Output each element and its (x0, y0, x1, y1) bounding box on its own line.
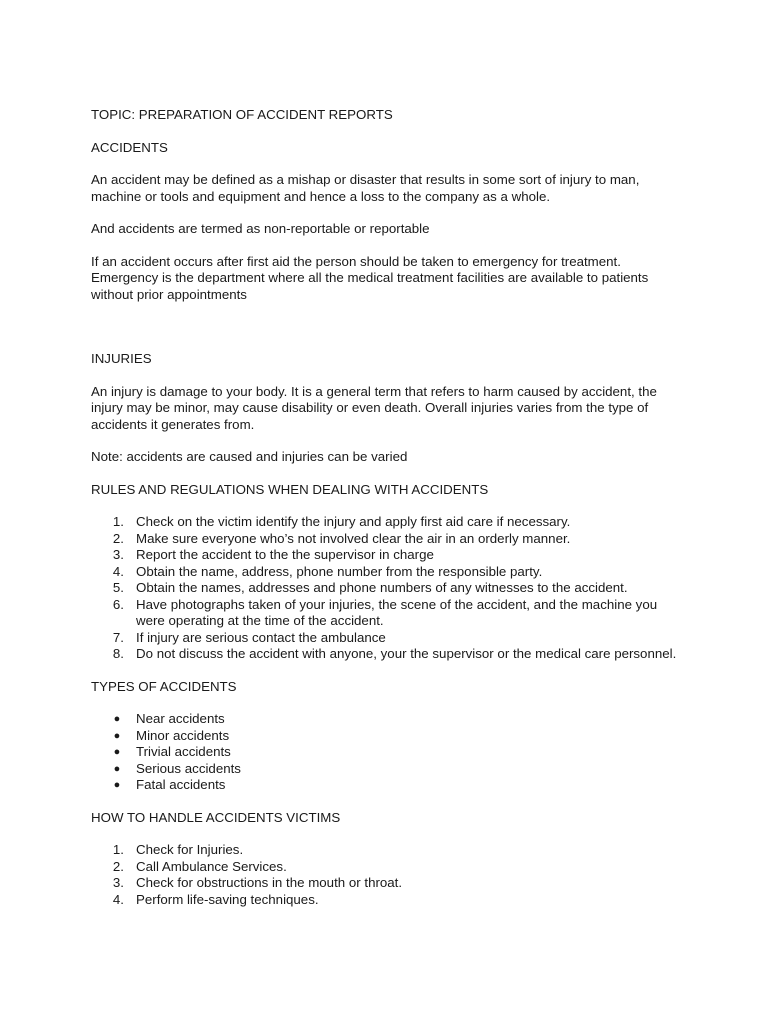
list-number: 2. (112, 858, 124, 874)
list-item (91, 875, 678, 892)
bullet-icon: ● (113, 713, 121, 725)
list-item (91, 711, 678, 728)
list-item-text: Make sure everyone who’s not involved clear the air in an orderly manner. (136, 530, 571, 546)
list-number: 1. (112, 842, 124, 857)
list-item (91, 859, 678, 876)
list-item-text: Near accidents (136, 711, 225, 726)
list-item (91, 777, 678, 794)
list-item (91, 728, 678, 745)
list-item (91, 646, 678, 663)
accidents-definition: An accident may be defined as a mishap or disaster that results in some sort of injury to man, machine or tools and equipment and hence a loss to the company as a whole. (91, 172, 640, 204)
list-item-text: Fatal accidents (136, 777, 226, 792)
list-item-text: Check for obstructions in the mouth or throat. (136, 875, 403, 890)
list-item-text: Report the accident to the the supervisor in charge (136, 547, 434, 562)
list-item-text: Perform life-saving techniques. (136, 891, 319, 907)
list-item-text: Call Ambulance Services. (136, 858, 287, 874)
list-number: 2. (112, 530, 124, 546)
list-number: 4. (112, 563, 124, 579)
list-item (91, 580, 678, 597)
list-item (91, 761, 678, 778)
injuries-definition: An injury is damage to your body. It is a general term that refers to harm caused by accident, the injury may be minor, may cause disability or even death. Overall injuries varies from the type of accidents it generates from. (91, 383, 657, 432)
rules-list (91, 514, 678, 663)
types-heading: TYPES OF ACCIDENTS (91, 678, 237, 694)
bullet-icon: ● (113, 729, 121, 742)
list-item-text: Trivial accidents (136, 744, 231, 759)
list-item-text: Do not discuss the accident with anyone, your the supervisor or the medical care personnel. (136, 646, 677, 661)
bullet-icon: ● (113, 746, 121, 758)
list-item-text: Have photographs taken of your injuries, the scene of the accident, and the machine you were operating at the time of the accident. (136, 596, 658, 628)
rules-heading: RULES AND REGULATIONS WHEN DEALING WITH ACCIDENTS (91, 481, 489, 497)
list-item (91, 547, 678, 564)
list-item (91, 514, 678, 531)
list-number: 5. (112, 580, 124, 595)
list-item (91, 531, 678, 548)
list-item-text: Obtain the names, addresses and phone numbers of any witnesses to the accident. (136, 580, 628, 595)
handle-heading: HOW TO HANDLE ACCIDENTS VICTIMS (91, 809, 341, 825)
injuries-heading: INJURIES (91, 351, 152, 366)
list-item-text: Serious accidents (136, 760, 241, 776)
list-number: 8. (112, 646, 124, 661)
list-item-text: Minor accidents (136, 727, 230, 743)
list-number: 7. (112, 629, 124, 645)
list-item (91, 842, 678, 859)
list-number: 3. (112, 875, 124, 890)
bullet-icon: ● (113, 779, 121, 791)
list-item (91, 630, 678, 647)
list-item-text: Obtain the name, address, phone number from the responsible party. (136, 563, 543, 579)
list-number: 4. (112, 891, 124, 907)
types-list (91, 711, 678, 794)
list-item (91, 564, 678, 581)
list-item (91, 744, 678, 761)
accidents-terms: And accidents are termed as non-reportable or reportable (91, 221, 430, 236)
list-number: 6. (112, 596, 124, 612)
bullet-icon: ● (113, 762, 121, 775)
document-topic: TOPIC: PREPARATION OF ACCIDENT REPORTS (91, 107, 393, 122)
list-item-text: Check for Injuries. (136, 842, 244, 857)
list-item-text: Check on the victim identify the injury and apply first aid care if necessary. (136, 514, 571, 529)
list-item-text: If injury are serious contact the ambulance (136, 629, 386, 645)
injuries-note: Note: accidents are caused and injuries can be varied (91, 449, 408, 464)
accidents-heading: ACCIDENTS (91, 139, 168, 155)
list-number: 1. (112, 514, 124, 529)
accidents-emergency: If an accident occurs after first aid the person should be taken to emergency for treatment. Emergency is the department where all the medical treatment facilities are available to patients without prior appointments (91, 253, 649, 302)
list-item (91, 597, 678, 630)
handle-steps-list (91, 842, 678, 908)
list-number: 3. (112, 547, 124, 562)
list-item (91, 892, 678, 909)
